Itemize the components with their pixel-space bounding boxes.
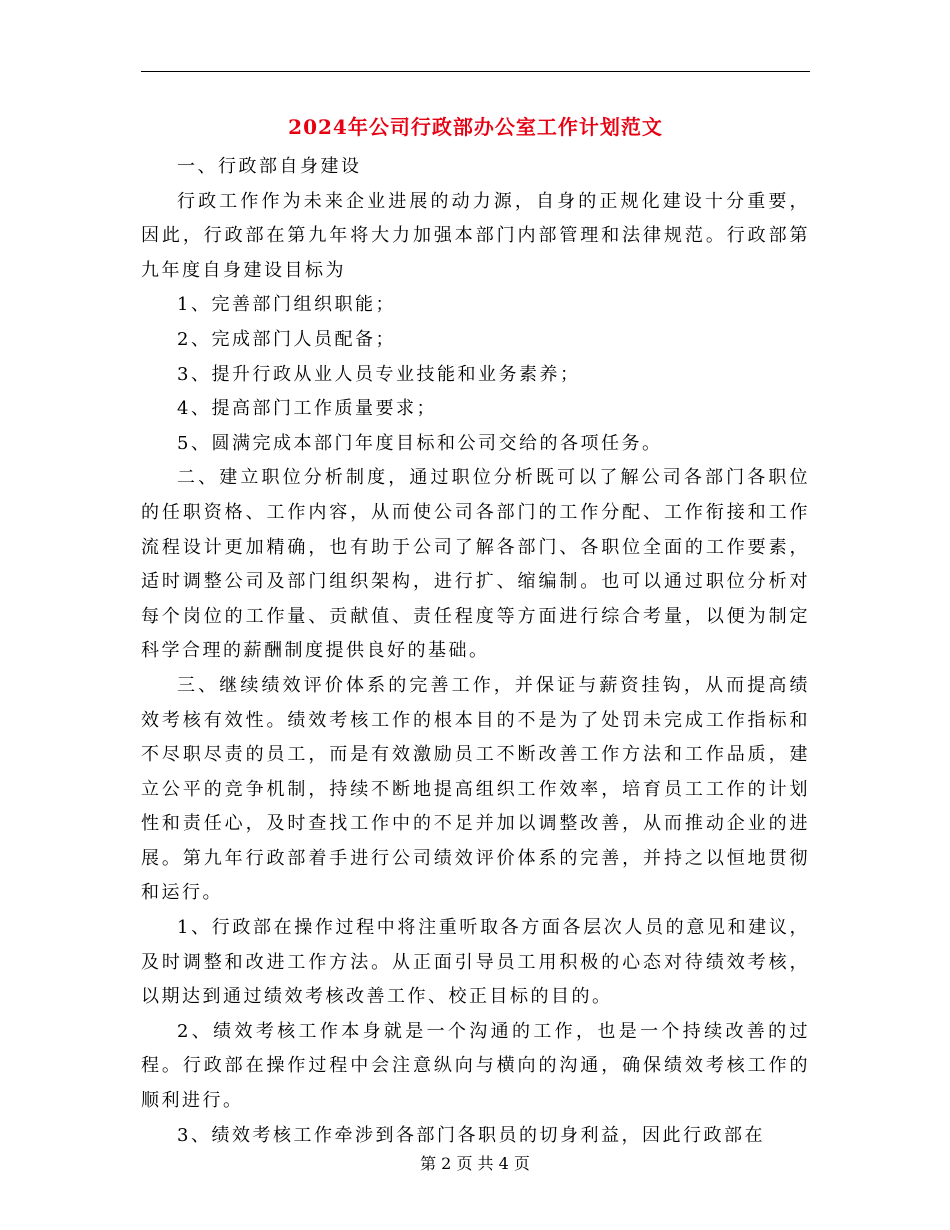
paragraph-section-3-item-2: 2、绩效考核工作本身就是一个沟通的工作，也是一个持续改善的过程。行政部在操作过程中会注意纵向与横向的沟通，确保绩效考核工作的顺利进行。	[141, 1020, 810, 1112]
paragraph-section-1-heading: 一、行政部自身建设	[177, 156, 362, 177]
paragraph-section-3-item-1: 1、行政部在操作过程中将注重听取各方面各层次人员的意见和建议，及时调整和改进工作方法。从正面引导员工用积极的心态对待绩效考核，以期达到通过绩效考核改善工作、校正目标的目的。	[141, 917, 810, 1008]
page-number-label: 第 2 页 共 4 页	[420, 1154, 530, 1173]
list-item-4: 4、提高部门工作质量要求；	[177, 398, 437, 420]
list-item-1: 1、完善部门组织职能；	[177, 294, 396, 316]
document-title: 2024年公司行政部办公室工作计划范文	[288, 115, 663, 139]
paragraph-section-2: 二、建立职位分析制度，通过职位分析既可以了解公司各部门各职位的任职资格、工作内容，从而使公司各部门的工作分配、工作衔接和工作流程设计更加精确，也有助于公司了解各部门、各职位全面的工作要素，适时调整公司及部门组织架构，进行扩、缩编制。也可以通过职位分析对每个岗位的工作量、贡献值、责任程度等方面进行综合考量，以便为制定科学合理的薪酬制度提供良好的基础。	[141, 467, 810, 662]
document-body	[141, 150, 810, 1153]
list-item-3: 3、提升行政从业人员专业技能和业务素养；	[177, 363, 581, 385]
header-rule	[141, 71, 810, 72]
paragraph-section-3-item-3: 3、绩效考核工作牵涉到各部门各职员的切身利益，因此行政部在	[177, 1124, 765, 1146]
paragraph-section-3: 三、继续绩效评价体系的完善工作，并保证与薪资挂钩，从而提高绩效考核有效性。绩效考核工作的根本目的不是为了处罚未完成工作指标和不尽职尽责的员工，而是有效激励员工不断改善工作方法和工作品质，建立公平的竞争机制，持续不断地提高组织工作效率，培育员工工作的计划性和责任心，及时查找工作中的不足并加以调整改善，从而推动企业的进展。第九年行政部着手进行公司绩效评价体系的完善，并持之以恒地贯彻和运行。	[141, 674, 810, 904]
paragraph-section-1-intro: 行政工作作为未来企业进展的动力源，自身的正规化建设十分重要，因此，行政部在第九年将大力加强本部门内部管理和法律规范。行政部第九年度自身建设目标为	[141, 190, 810, 281]
list-item-2: 2、完成部门人员配备；	[177, 328, 396, 350]
page-footer	[0, 1152, 950, 1176]
list-item-5: 5、圆满完成本部门年度目标和公司交给的各项任务。	[177, 432, 663, 454]
